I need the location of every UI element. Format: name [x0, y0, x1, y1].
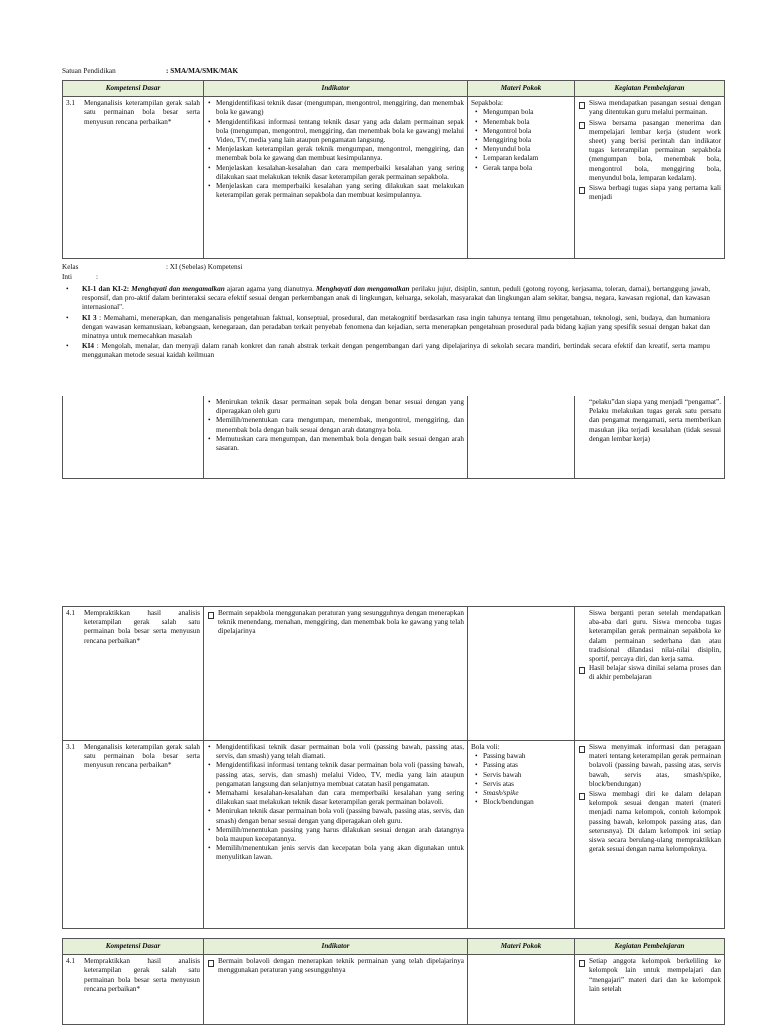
- materi-cell: [468, 741, 575, 929]
- list-item: Siswa membagi diri ke dalam delapan kelompok sesuai dengan materi (materi menjadi nama kelompok, contoh kelompok passing bawah, kelompok passing atas, dan seterusnya). Di dalam kelompok ini setiap siswa secara berulang-ulang mempraktikkan gerak sesuai dengan nama kelompoknya.: [589, 790, 721, 854]
- kelas-value: : XI (Sebelas) Kompetensi: [166, 263, 243, 271]
- indikator-cell: [204, 955, 468, 1025]
- list-item: • Menjelaskan keterampilan gerak teknik mengumpan, mengontrol, menggiring, dan menembak bola ke gawang dan membuat kesimpulannya.: [216, 145, 464, 163]
- kd-cell: [63, 607, 204, 741]
- col-indikator: Indikator: [204, 81, 468, 97]
- kegiatan-continued: “pelaku”dan siapa yang menjadi “pengamat”. Pelaku melakukan tugas gerak satu persatu dan pengamat mengamati, serta memberikan masukan jika terjadi kesalahan (tidak sesuai dengan lembar kerja): [589, 398, 721, 443]
- list-item: • Memahami kesalahan-kesalahan dan cara memperbaiki kesalahan yang sering dilakukan saat melakukan teknik dasar keterampilan gerak permainan bolavoli.: [216, 789, 464, 807]
- list-item: • Menjelaskan kesalahan-kesalahan dan cara memperbaiki kesalahan yang sering dilakukan saat melakukan teknik dasar keterampilan gerak permainan sepakbola.: [216, 164, 464, 182]
- kegiatan-cell: [575, 607, 725, 741]
- list-item: Siswa bersama pasangan menerima dan mempelajari lembar kerja (student work sheet) yang berisi perintah dan indikator tugas keterampilan permainan sepakbola (mengumpan bola, menembak bola, mengontrol bola, menggiring bola, menyundul bola, lemparan kedalam).: [589, 118, 721, 182]
- ki-lead: KI4: [82, 342, 94, 351]
- kd-cell: [63, 741, 204, 929]
- list-item: • Mengidentifikasi teknik dasar (mengumpan, mengontrol, menggiring, dan menembak bola ke gawang): [216, 99, 464, 117]
- indikator-cell: [204, 607, 468, 741]
- table-header-row: [63, 939, 725, 955]
- col-indikator: Indikator: [204, 939, 468, 955]
- rpp-table-4: [62, 938, 725, 1025]
- kegiatan-cell: [575, 97, 725, 259]
- col-kompetensi-dasar: Kompetensi Dasar: [63, 939, 204, 955]
- col-kegiatan: Kegiatan Pembelajaran: [575, 81, 725, 97]
- materi-cell: [468, 607, 575, 741]
- list-item: Siswa berbagi tugas siapa yang pertama kali menjadi: [589, 184, 721, 202]
- kegiatan-cell: [575, 741, 725, 929]
- list-item: • Menjelaskan cara memperbaiki kesalahan yang sering dilakukan saat melakukan keterampilan gerak permainan sepakbola dan membuat kesimpulannya.: [216, 182, 464, 200]
- indikator-cell: [204, 97, 468, 259]
- col-kompetensi-dasar: Kompetensi Dasar: [63, 81, 204, 97]
- list-item: Bermain sepakbola menggunakan peraturan yang sesungguhnya dengan menerapkan teknik menendang, menahan, menggiring, dan menembak bola ke gawang yang telah dipelajarinya: [218, 609, 464, 636]
- list-item: • Menembak bola: [483, 118, 571, 127]
- list-item: Siswa mendapatkan pasangan sesuai dengan yang ditentukan guru melalui permainan.: [589, 99, 721, 117]
- ki-text: : Mengolah, menalar, dan menyaji dalam ranah konkret dan ranah abstrak terkait dengan pengembangan dari yang dipelajarinya di sekolah secara mandiri, bertindak secara efektif dan kreatif, serta mampu menggunakan metode sesuai kaidah keilmuan: [82, 342, 710, 360]
- kd-number: 4.1: [66, 609, 75, 617]
- indikator-cell: [204, 396, 468, 478]
- list-item: • Lemparan kedalam: [483, 154, 571, 163]
- kd-text: Mempraktikkan hasil analisis keterampilan gerak salah satu permainan bola besar serta menyusun rencana perbaikan*: [84, 957, 200, 993]
- ki-item: [62, 285, 710, 313]
- list-item: • Passing bawah: [483, 752, 571, 761]
- materi-cell: [468, 396, 575, 478]
- kegiatan-cell: [575, 955, 725, 1025]
- list-item: • Memutuskan cara mengumpan, dan menembak bola dengan baik sesuai dengan arah sasaran.: [216, 435, 464, 453]
- ki-text: : Memahami, menerapkan, dan menganalisis pengetahuan faktual, konseptual, prosedural, dan metakognitif berdasarkan rasa ingin tahunya tentang ilmu pengetahuan, teknologi, seni, budaya, dan humaniora dengan wawasan kemanusiaan, kebangsaan, kenegaraan, dan peradaban terkait penyebab fenomena dan kejadian, serta menerapkan pengetahuan prosedural pada bidang kajian yang spesifik sesuai dengan bakat dan minatnya untuk memecahkan masalah: [82, 313, 711, 341]
- kd-number: 3.1: [66, 743, 75, 751]
- indikator-cell: [204, 741, 468, 929]
- list-item: Siswa menyimak informasi dan peragaan materi tentang keterampilan gerak permainan bolavoli (passing bawah, passing atas, servis bawah, servis atas, smash/spike, block/bendungan): [589, 743, 721, 788]
- list-item: • Mengontrol bola: [483, 127, 571, 136]
- list-item: • Menirukan teknik dasar permainan bola voli (passing bawah, passing atas, servis, dan smash) dengan benar sesuai dengan yang diperagakan oleh guru.: [216, 807, 464, 825]
- kompetensi-inti-list: [62, 285, 710, 362]
- table-row: [63, 955, 725, 1025]
- ki-bold: Menghayati dan mengamalkan: [316, 285, 410, 293]
- kd-text: Menganalisis keterampilan gerak salah satu permainan bola besar serta menyusun rencana perbaikan*: [84, 743, 200, 770]
- list-item: • Memilih/menentukan jenis servis dan kecepatan bola yang akan digunakan untuk menyulitkan lawan.: [216, 844, 464, 862]
- kegiatan-text: Siswa berganti peran setelah mendapatkan aba-aba dari guru. Siswa mencoba tugas keterampilan gerak permainan sepakbola ke dalam permainan sederhana dan atau tradisional dilandasi nilai-nilai disiplin, sportif, percaya diri, dan kerja sama.: [589, 609, 721, 664]
- rpp-table-3: [62, 606, 725, 929]
- list-item: Setiap anggota kelompok berkeliling ke kelompok lain untuk mempelajari dan “mengajari” materi dari dan ke kelompok lain setelah: [589, 957, 721, 993]
- rpp-table-1: [62, 80, 725, 259]
- ki-lead-verb: Menghayati dan mengamalkan: [131, 285, 225, 293]
- table-row: [63, 97, 725, 259]
- col-materi-pokok: Materi Pokok: [468, 939, 575, 955]
- list-item: • Mengidentifikasi teknik dasar permainan bola voli (passing bawah, passing atas, servis, dan smash) yang telah diamati.: [216, 743, 464, 761]
- ki-item: [62, 314, 710, 342]
- materi-cell: [468, 955, 575, 1025]
- list-item: • Smash/spike: [483, 789, 571, 798]
- materi-title: Bola voli:: [471, 743, 500, 751]
- col-kegiatan: Kegiatan Pembelajaran: [575, 939, 725, 955]
- list-item: • Memilih/menentukan cara mengumpan, menembak, mengontrol, menggiring, dan menembak bola dengan baik sesuai dengan arah datangnya bola.: [216, 416, 464, 434]
- list-item: • Memilih/menentukan passing yang harus dilakukan sesuai dengan arah datangnya bola maupun kecepatannya.: [216, 826, 464, 844]
- table-header-row: [63, 81, 725, 97]
- ki-item: [62, 342, 710, 360]
- list-item: • Mengidentifikasi informasi tentang teknik dasar permainan bola voli (passing bawah, passing atas, servis, dan smash) melalui Video, TV, media yang lain ataupun pengamatan langsung dan selanjutnya membuat catatan hasil pengamatan.: [216, 761, 464, 789]
- ki-lead: KI-1 dan KI-2:: [82, 285, 130, 293]
- list-item: • Gerak tanpa bola: [483, 164, 571, 173]
- kd-number: 3.1: [66, 99, 75, 108]
- col-materi-pokok: Materi Pokok: [468, 81, 575, 97]
- inti-colon: :: [96, 273, 98, 281]
- kd-text: Mempraktikkan hasil analisis keterampilan gerak salah satu permainan bola besar serta menyusun rencana perbaikan*: [84, 609, 200, 645]
- materi-title: Sepakbola:: [471, 99, 503, 108]
- table-row: [63, 741, 725, 929]
- kegiatan-cell: [575, 396, 725, 478]
- list-item: • Menirukan teknik dasar permainan sepak bola dengan benar sesuai dengan yang diperagakan oleh guru: [216, 398, 464, 416]
- kd-number: 4.1: [66, 957, 75, 966]
- list-item: Bermain bolavoli dengan menerapkan teknik permainan yang telah dipelajarinya menggunakan peraturan yang sesungguhnya: [218, 957, 464, 975]
- list-item: • Passing atas: [483, 761, 571, 770]
- ki-text-2: perilaku jujur, disiplin, santun, peduli (gotong royong, kerjasama, toleran, damai), bertanggung jawab, responsif, dan pro-aktif dalam berinteraksi secara efektif sesuai dengan perkembangan anak di lingkungan, keluarga, sekolah, masyarakat dan lingkungan alam sekitar, bangsa, negara, kawasan regional, dan kawasan internasional".: [82, 285, 711, 312]
- satuan-pendidikan-value: : SMA/MA/SMK/MAK: [166, 67, 239, 75]
- ki-lead: KI 3: [82, 313, 97, 322]
- satuan-pendidikan-label: Satuan Pendidikan: [62, 67, 116, 75]
- list-item: • Block/bendungan: [483, 798, 571, 807]
- ki-text: ajaran agama yang dianutnya.: [224, 285, 317, 293]
- list-item: Hasil belajar siswa dinilai selama proses dan di akhir pembelajaran: [589, 664, 721, 682]
- list-item: • Mengidentifikasi informasi tentang teknik dasar yang ada dalam permainan sepak bola (mengumpan, mengontrol, menggiring, dan menembak bola ke gawang) melalui Video, TV, media yang lain ataupun pengamatan langsung.: [216, 118, 464, 146]
- kd-cell: [63, 396, 204, 478]
- list-item: • Servis atas: [483, 780, 571, 789]
- kd-cell: [63, 97, 204, 259]
- rpp-table-2: [62, 396, 725, 479]
- kd-text: Menganalisis keterampilan gerak salah satu permainan bola besar serta menyusun rencana perbaikan*: [84, 99, 200, 126]
- table-row: [63, 607, 725, 741]
- kelas-label: Kelas: [62, 263, 79, 271]
- inti-label: Inti: [62, 273, 72, 281]
- kd-cell: [63, 955, 204, 1025]
- list-item: • Mengumpan bola: [483, 108, 571, 117]
- list-item: • Menyundul bola: [483, 145, 571, 154]
- table-row: [63, 396, 725, 478]
- list-item: • Menggiring bola: [483, 136, 571, 145]
- materi-cell: [468, 97, 575, 259]
- list-item: • Servis bawah: [483, 771, 571, 780]
